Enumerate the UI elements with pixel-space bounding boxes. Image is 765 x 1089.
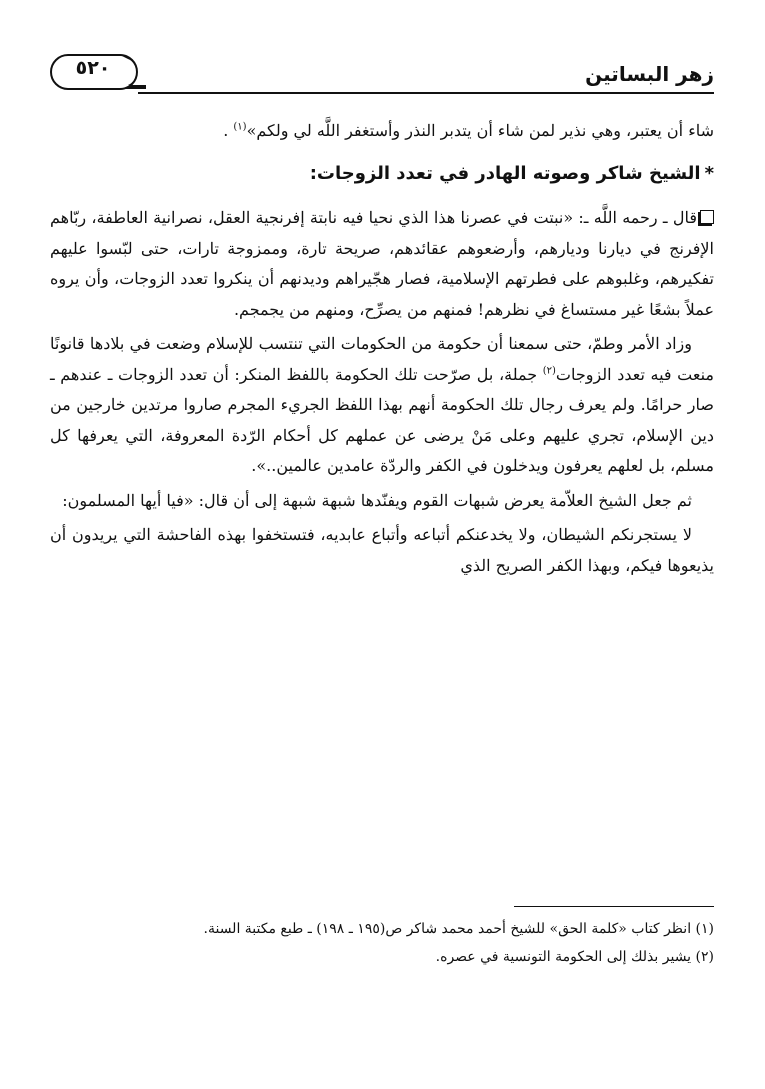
continuation-line: شاء أن يعتبر، وهي نذير لمن شاء أن يتدبر النذر وأستغفر اللَّه لي ولكم»$^{(١)}$ .: [223, 121, 714, 140]
footnote-ref-2: (٢): [542, 365, 556, 377]
section-heading: *الشيخ شاكر وصوته الهادر في تعدد الزوجات:: [309, 162, 714, 184]
paragraph-law: وزاد الأمر وطمّ، حتى سمعنا أن حكومة من الحكومات التي تنتسب للإسلام وضعت في بلادها قانونًا منعت فيه تعدد الزوجات$^{(٢)}$ جملة، بل صرّحت تلك الحكومة باللفظ المنكر: أن تعدد الزوجات ـ عندهم ـ صار حرامًا. ولم يعرف رجال تلك الحكومة أنهم بهذا اللفظ الجريء المجرم صاروا مرتدين خارجين من دين الإسلام، تجري عليهم وعلى مَنْ يرضى عن عملهم كل أحكام الرّدة المعروفة، التي يعرفها كل مسلم، بل لعلهم يعرفون ويدخلون في الكفر والردّة عامدين عالمين..».: [50, 334, 714, 475]
footnote-1: (١) انظر كتاب «كلمة الحق» للشيخ أحمد محمد شاكر ص(١٩٥ ـ ١٩٨) ـ طبع مكتبة السنة.: [203, 921, 714, 937]
footnote-rule: [514, 906, 714, 907]
footnote-ref-1: (١): [233, 121, 247, 133]
page-number-badge: [50, 52, 146, 90]
box-bullet-icon: [700, 210, 714, 224]
page-header: [50, 48, 714, 96]
book-title: زهر البساتين: [585, 62, 714, 86]
paragraph-rebuttal: ثم جعل الشيخ العلاّمة يعرض شبهات القوم ويفنّدها شبهة شبهة إلى أن قال: «فيا أيها المسلمون:: [62, 490, 692, 510]
header-rule: [138, 92, 714, 94]
page-number: ٥٢٠: [75, 57, 111, 79]
paragraph-address: لا يستجرنكم الشيطان، ولا يخدعنكم أتباعه وأتباع عابديه، فتستخفوا بهذه الفاحشة التي يريدون أن يذيعوها فيكم، وبهذا الكفر الصريح الذي: [50, 525, 714, 575]
paragraph-quote-start: قال ـ رحمه اللَّه ـ: «نبتت في عصرنا هذا الذي نحيا فيه نابتة إفرنجية العقل، نصرانية العاطفة، ربّاهم الإفرنج في ديارنا وديارهم، وأرضعوهم عقائدهم، صريحة تارة، وممزوجة تارات، حتى لبّسوا عليهم تفكيرهم، وغلبوهم على فطرتهم الإسلامية، فصار هجّيراهم وديدنهم أن ينكروا تعدد الزوجات، وأن يروه عملاً بشعًا غير مستساغ في نظرهم! فمنهم من يصرِّح، ومنهم من يجمجم.: [50, 208, 714, 319]
footnotes: [50, 906, 714, 973]
star-icon: *: [704, 162, 714, 184]
footnote-2: (٢) يشير بذلك إلى الحكومة التونسية في عصره.: [435, 949, 714, 965]
main-text: [50, 116, 714, 585]
